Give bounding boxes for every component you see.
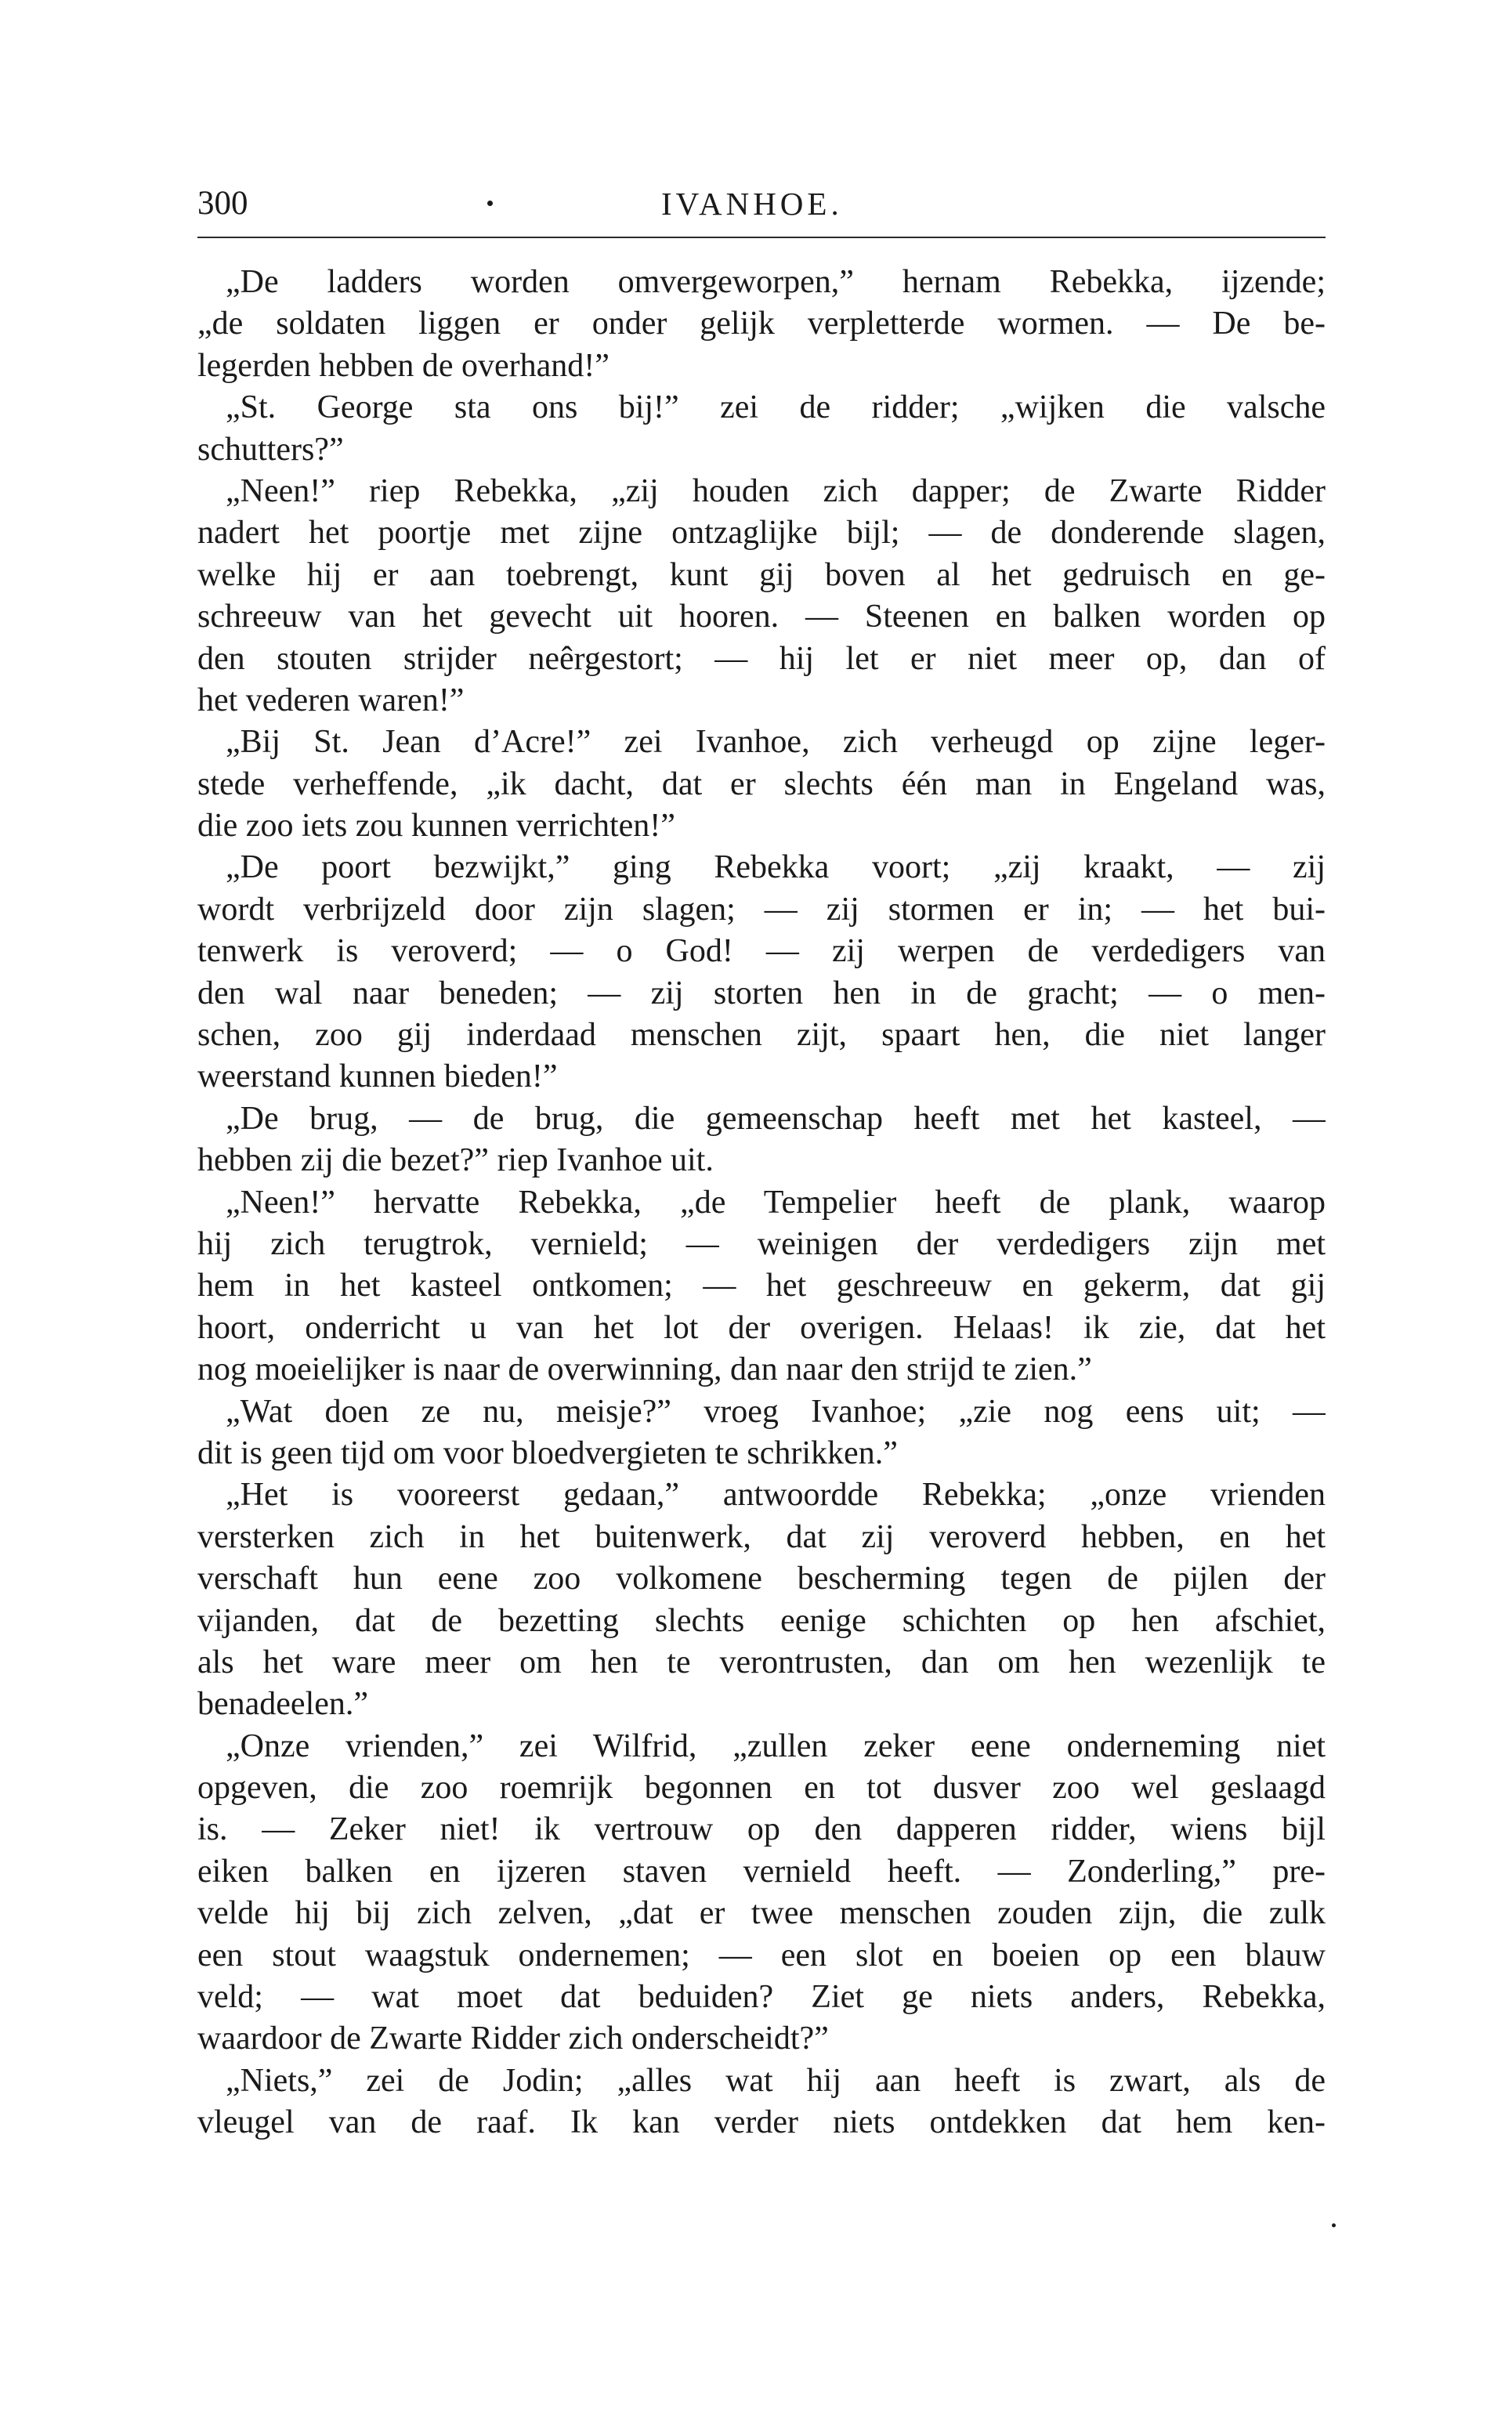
- text-line: „de soldaten liggen er onder gelijk verpletterde wormen. — De be-: [197, 306, 1326, 342]
- text-line: schreeuw van het gevecht uit hooren. — Steenen en balken worden op: [197, 599, 1326, 635]
- text-line: nog moeielijker is naar de overwinning, dan naar den strijd te zien.”: [197, 1351, 1092, 1388]
- text-line: eiken balken en ijzeren staven vernield heeft. — Zonderling,” pre-: [197, 1853, 1326, 1890]
- running-title: IVANHOE.: [661, 186, 843, 222]
- text-line: schutters?”: [197, 431, 344, 468]
- text-line: versterken zich in het buitenwerk, dat zij veroverd hebben, en het: [197, 1518, 1326, 1555]
- text-line: „St. George sta ons bij!” zei de ridder; „wijken die valsche: [226, 389, 1326, 426]
- page-number: 300: [197, 185, 248, 222]
- text-line: den stouten strijder neêrgestort; — hij let er niet meer op, dan of: [197, 640, 1326, 677]
- text-line: opgeven, die zoo roemrijk begonnen en tot dusver zoo wel geslaagd: [197, 1770, 1326, 1807]
- text-line: „Bij St. Jean d’Acre!” zei Ivanhoe, zich verheugd op zijne leger-: [226, 724, 1326, 761]
- text-line: stede verheffende, „ik dacht, dat er slechts één man in Engeland was,: [197, 765, 1326, 802]
- text-line: welke hij er aan toebrengt, kunt gij boven al het gedruisch en ge-: [197, 556, 1326, 593]
- text-line: „De ladders worden omvergeworpen,” hernam Rebekka, ijzende;: [226, 264, 1326, 300]
- margin-mark: [1332, 2223, 1336, 2227]
- body-text: [197, 262, 1326, 2144]
- text-line: het vederen waren!”: [197, 682, 465, 718]
- text-line: „Wat doen ze nu, meisje?” vroeg Ivanhoe; „zie nog eens uit; —: [226, 1393, 1326, 1430]
- text-line: is. — Zeker niet! ik vertrouw op den dapperen ridder, wiens bijl: [197, 1811, 1326, 1848]
- text-line: veld; — wat moet dat beduiden? Ziet ge niets anders, Rebekka,: [197, 1979, 1326, 2016]
- text-line: den wal naar beneden; — zij storten hen in de gracht; — o men-: [197, 975, 1326, 1011]
- text-line: „Neen!” riep Rebekka, „zij houden zich dapper; de Zwarte Ridder: [226, 472, 1326, 509]
- text-line: „Neen!” hervatte Rebekka, „de Tempelier heeft de plank, waarop: [226, 1184, 1326, 1221]
- running-head: [197, 180, 1326, 227]
- text-line: „Niets,” zei de Jodin; „alles wat hij aan heeft is zwart, als de: [226, 2062, 1326, 2099]
- text-line: hem in het kasteel ontkomen; — het geschreeuw en gekerm, dat gij: [197, 1268, 1326, 1304]
- text-line: hij zich terugtrok, vernield; — weinigen der verdedigers zijn met: [197, 1225, 1326, 1262]
- header-dot-ornament: [487, 201, 493, 206]
- text-line: wordt verbrijzeld door zijn slagen; — zij stormen er in; — het bui-: [197, 891, 1326, 928]
- text-line: benadeelen.”: [197, 1686, 369, 1723]
- text-line: schen, zoo gij inderdaad menschen zijt, spaart hen, die niet langer: [197, 1017, 1326, 1054]
- text-line: „De brug, — de brug, die gemeenschap heeft met het kasteel, —: [226, 1100, 1326, 1137]
- text-line: „Onze vrienden,” zei Wilfrid, „zullen zeker eene onderneming niet: [226, 1727, 1326, 1764]
- header-rule: [197, 237, 1326, 238]
- text-line: een stout waagstuk ondernemen; — een slot en boeien op een blauw: [197, 1937, 1326, 1973]
- text-line: tenwerk is veroverd; — o God! — zij werpen de verdedigers van: [197, 933, 1326, 970]
- text-line: legerden hebben de overhand!”: [197, 347, 610, 384]
- text-line: velde hij bij zich zelven, „dat er twee menschen zouden zijn, die zulk: [197, 1895, 1326, 1932]
- text-line: verschaft hun eene zoo volkomene bescherming tegen de pijlen der: [197, 1561, 1326, 1597]
- text-line: hebben zij die bezet?” riep Ivanhoe uit.: [197, 1142, 714, 1179]
- text-line: „De poort bezwijkt,” ging Rebekka voort; „zij kraakt, — zij: [226, 849, 1326, 886]
- text-line: vleugel van de raaf. Ik kan verder niets ontdekken dat hem ken-: [197, 2104, 1326, 2141]
- text-line: waardoor de Zwarte Ridder zich onderscheidt?”: [197, 2020, 829, 2057]
- text-line: weerstand kunnen bieden!”: [197, 1058, 558, 1095]
- text-line: als het ware meer om hen te verontrusten, dan om hen wezenlijk te: [197, 1644, 1326, 1680]
- text-line: „Het is vooreerst gedaan,” antwoordde Rebekka; „onze vrienden: [226, 1477, 1326, 1514]
- text-line: vijanden, dat de bezetting slechts eenige schichten op hen afschiet,: [197, 1602, 1326, 1639]
- text-line: dit is geen tijd om voor bloedvergieten te schrikken.”: [197, 1434, 898, 1471]
- text-line: nadert het poortje met zijne ontzaglijke bijl; — de donderende slagen,: [197, 515, 1326, 552]
- text-line: die zoo iets zou kunnen verrichten!”: [197, 808, 675, 845]
- text-line: hoort, onderricht u van het lot der overigen. Helaas! ik zie, dat het: [197, 1309, 1326, 1346]
